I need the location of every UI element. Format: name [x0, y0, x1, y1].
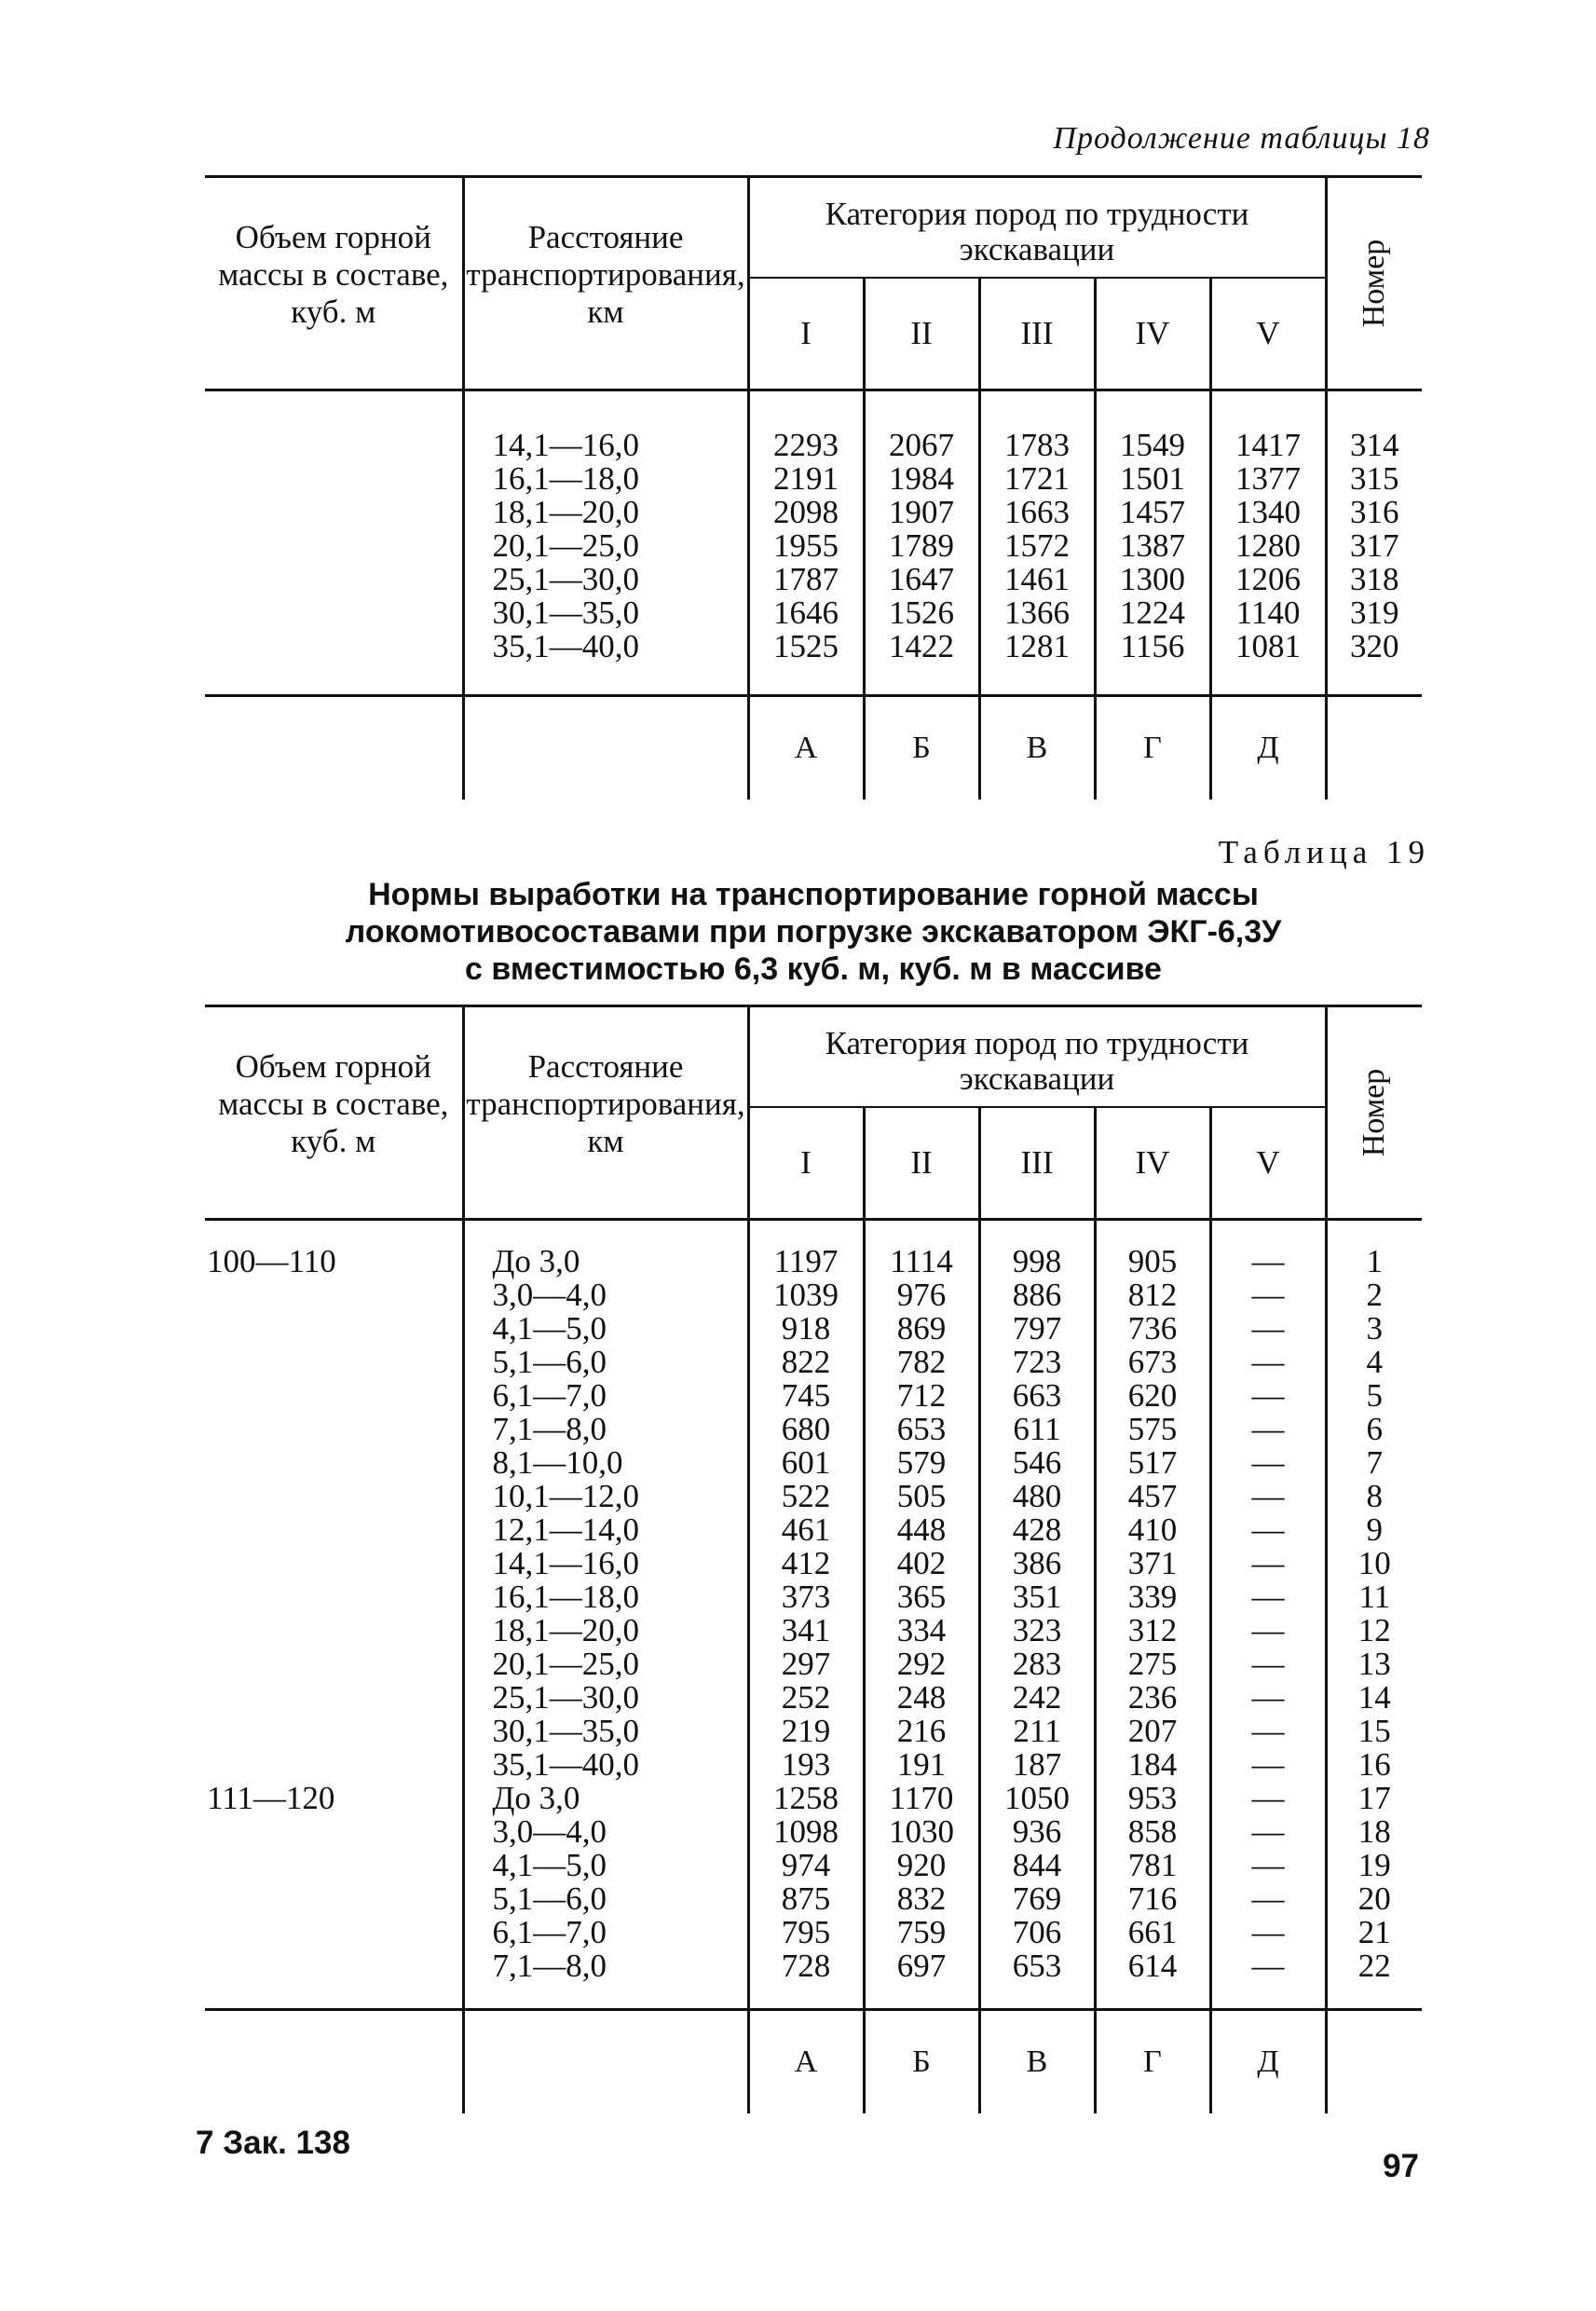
header-cat-3: III [979, 278, 1095, 390]
header-number: Номер [1326, 1006, 1422, 1220]
footer-letter-d: Д [1210, 696, 1326, 800]
col-number: 1 2 3 4 5 6 7 8 9 10 11 12 13 14 15 16 17 18 19 20 21 22 [1326, 1220, 1422, 2010]
header-cat-1: I [748, 278, 864, 390]
footer-letter-v: В [979, 2010, 1095, 2114]
table-19 [205, 1005, 1422, 2113]
footer-letter-a: А [748, 2010, 864, 2114]
footer-empty-3 [1326, 696, 1422, 800]
col-cat-1: 2293 2191 2098 1955 1787 1646 1525 [748, 390, 864, 696]
header-cat-5: V [1210, 278, 1326, 390]
col-cat-3: 998 886 797 723 663 611 546 480 428 386 351 323 283 242 211 187 1050 936 844 769 706 653 [979, 1220, 1095, 2010]
header-volume: Объем горной массы в составе, куб. м [205, 177, 463, 390]
footer-letter-v: В [979, 696, 1095, 800]
continuation-label: Продолжение таблицы 18 [1053, 121, 1430, 156]
col-distance: До 3,0 3,0—4,0 4,1—5,0 5,1—6,0 6,1—7,0 7,1—8,0 8,1—10,0 10,1—12,0 12,1—14,0 14,1—16,0 16,1—18,0 18,1—20,0 20,1—25,0 25,1—30,0 30,1—35,0 35,1—40,0 До 3,0 3,0—4,0 4,1—5,0 5,1—6,0 6,1—7,0 7,1—8,0 [463, 1220, 748, 2010]
table-18 [205, 175, 1422, 800]
footer-letter-g: Г [1095, 2010, 1210, 2114]
table-19-title-line-2: локомотивосоставами при погрузке экскаватором ЭКГ-6,3У [345, 914, 1282, 950]
header-category: Категория пород по трудности экскавации [748, 177, 1326, 279]
header-cat-4: IV [1095, 1107, 1210, 1220]
footer-letter-b: Б [864, 2010, 979, 2114]
header-distance: Расстояние транспортирования, км [463, 1006, 748, 1220]
header-number: Номер [1326, 177, 1422, 390]
col-cat-4: 1549 1501 1457 1387 1300 1224 1156 [1095, 390, 1210, 696]
header-cat-4: IV [1095, 278, 1210, 390]
footer-empty-1 [205, 2010, 463, 2114]
print-order-label: 7 Зак. 138 [196, 2125, 350, 2161]
header-cat-2: II [864, 1107, 979, 1220]
footer-letter-a: А [748, 696, 864, 800]
footer-empty-1 [205, 696, 463, 800]
col-volume [205, 390, 463, 696]
footer-letter-g: Г [1095, 696, 1210, 800]
page-number: 97 [1383, 2148, 1419, 2184]
footer-empty-2 [463, 696, 748, 800]
col-number: 314 315 316 317 318 319 320 [1326, 390, 1422, 696]
col-cat-5: 1417 1377 1340 1280 1206 1140 1081 [1210, 390, 1326, 696]
col-cat-2: 2067 1984 1907 1789 1647 1526 1422 [864, 390, 979, 696]
header-distance: Расстояние транспортирования, км [463, 177, 748, 390]
footer-empty-3 [1326, 2010, 1422, 2114]
header-volume: Объем горной массы в составе, куб. м [205, 1006, 463, 1220]
header-category: Категория пород по трудности экскавации [748, 1006, 1326, 1108]
table-19-title [205, 876, 1422, 988]
col-volume: 100—110 111—120 [205, 1220, 463, 2010]
col-distance: 14,1—16,0 16,1—18,0 18,1—20,0 20,1—25,0 25,1—30,0 30,1—35,0 35,1—40,0 [463, 390, 748, 696]
table-19-label: Таблица 19 [1218, 834, 1430, 870]
header-cat-5: V [1210, 1107, 1326, 1220]
col-cat-1: 1197 1039 918 822 745 680 601 522 461 412 373 341 297 252 219 193 1258 1098 974 875 795 728 [748, 1220, 864, 2010]
col-cat-3: 1783 1721 1663 1572 1461 1366 1281 [979, 390, 1095, 696]
footer-letter-d: Д [1210, 2010, 1326, 2114]
col-cat-2: 1114 976 869 782 712 653 579 505 448 402 365 334 292 248 216 191 1170 1030 920 832 759 697 [864, 1220, 979, 2010]
header-cat-3: III [979, 1107, 1095, 1220]
header-cat-1: I [748, 1107, 864, 1220]
footer-letter-b: Б [864, 696, 979, 800]
footer-empty-2 [463, 2010, 748, 2114]
header-cat-2: II [864, 278, 979, 390]
col-cat-4: 905 812 736 673 620 575 517 457 410 371 339 312 275 236 207 184 953 858 781 716 661 614 [1095, 1220, 1210, 2010]
table-19-title-line-3: с вместимостью 6,3 куб. м, куб. м в массиве [465, 951, 1162, 987]
col-cat-5: — — — — — — — — — — — — — — — — — — — — — — [1210, 1220, 1326, 2010]
table-19-title-line-1: Нормы выработки на транспортирование горной массы [368, 877, 1259, 912]
